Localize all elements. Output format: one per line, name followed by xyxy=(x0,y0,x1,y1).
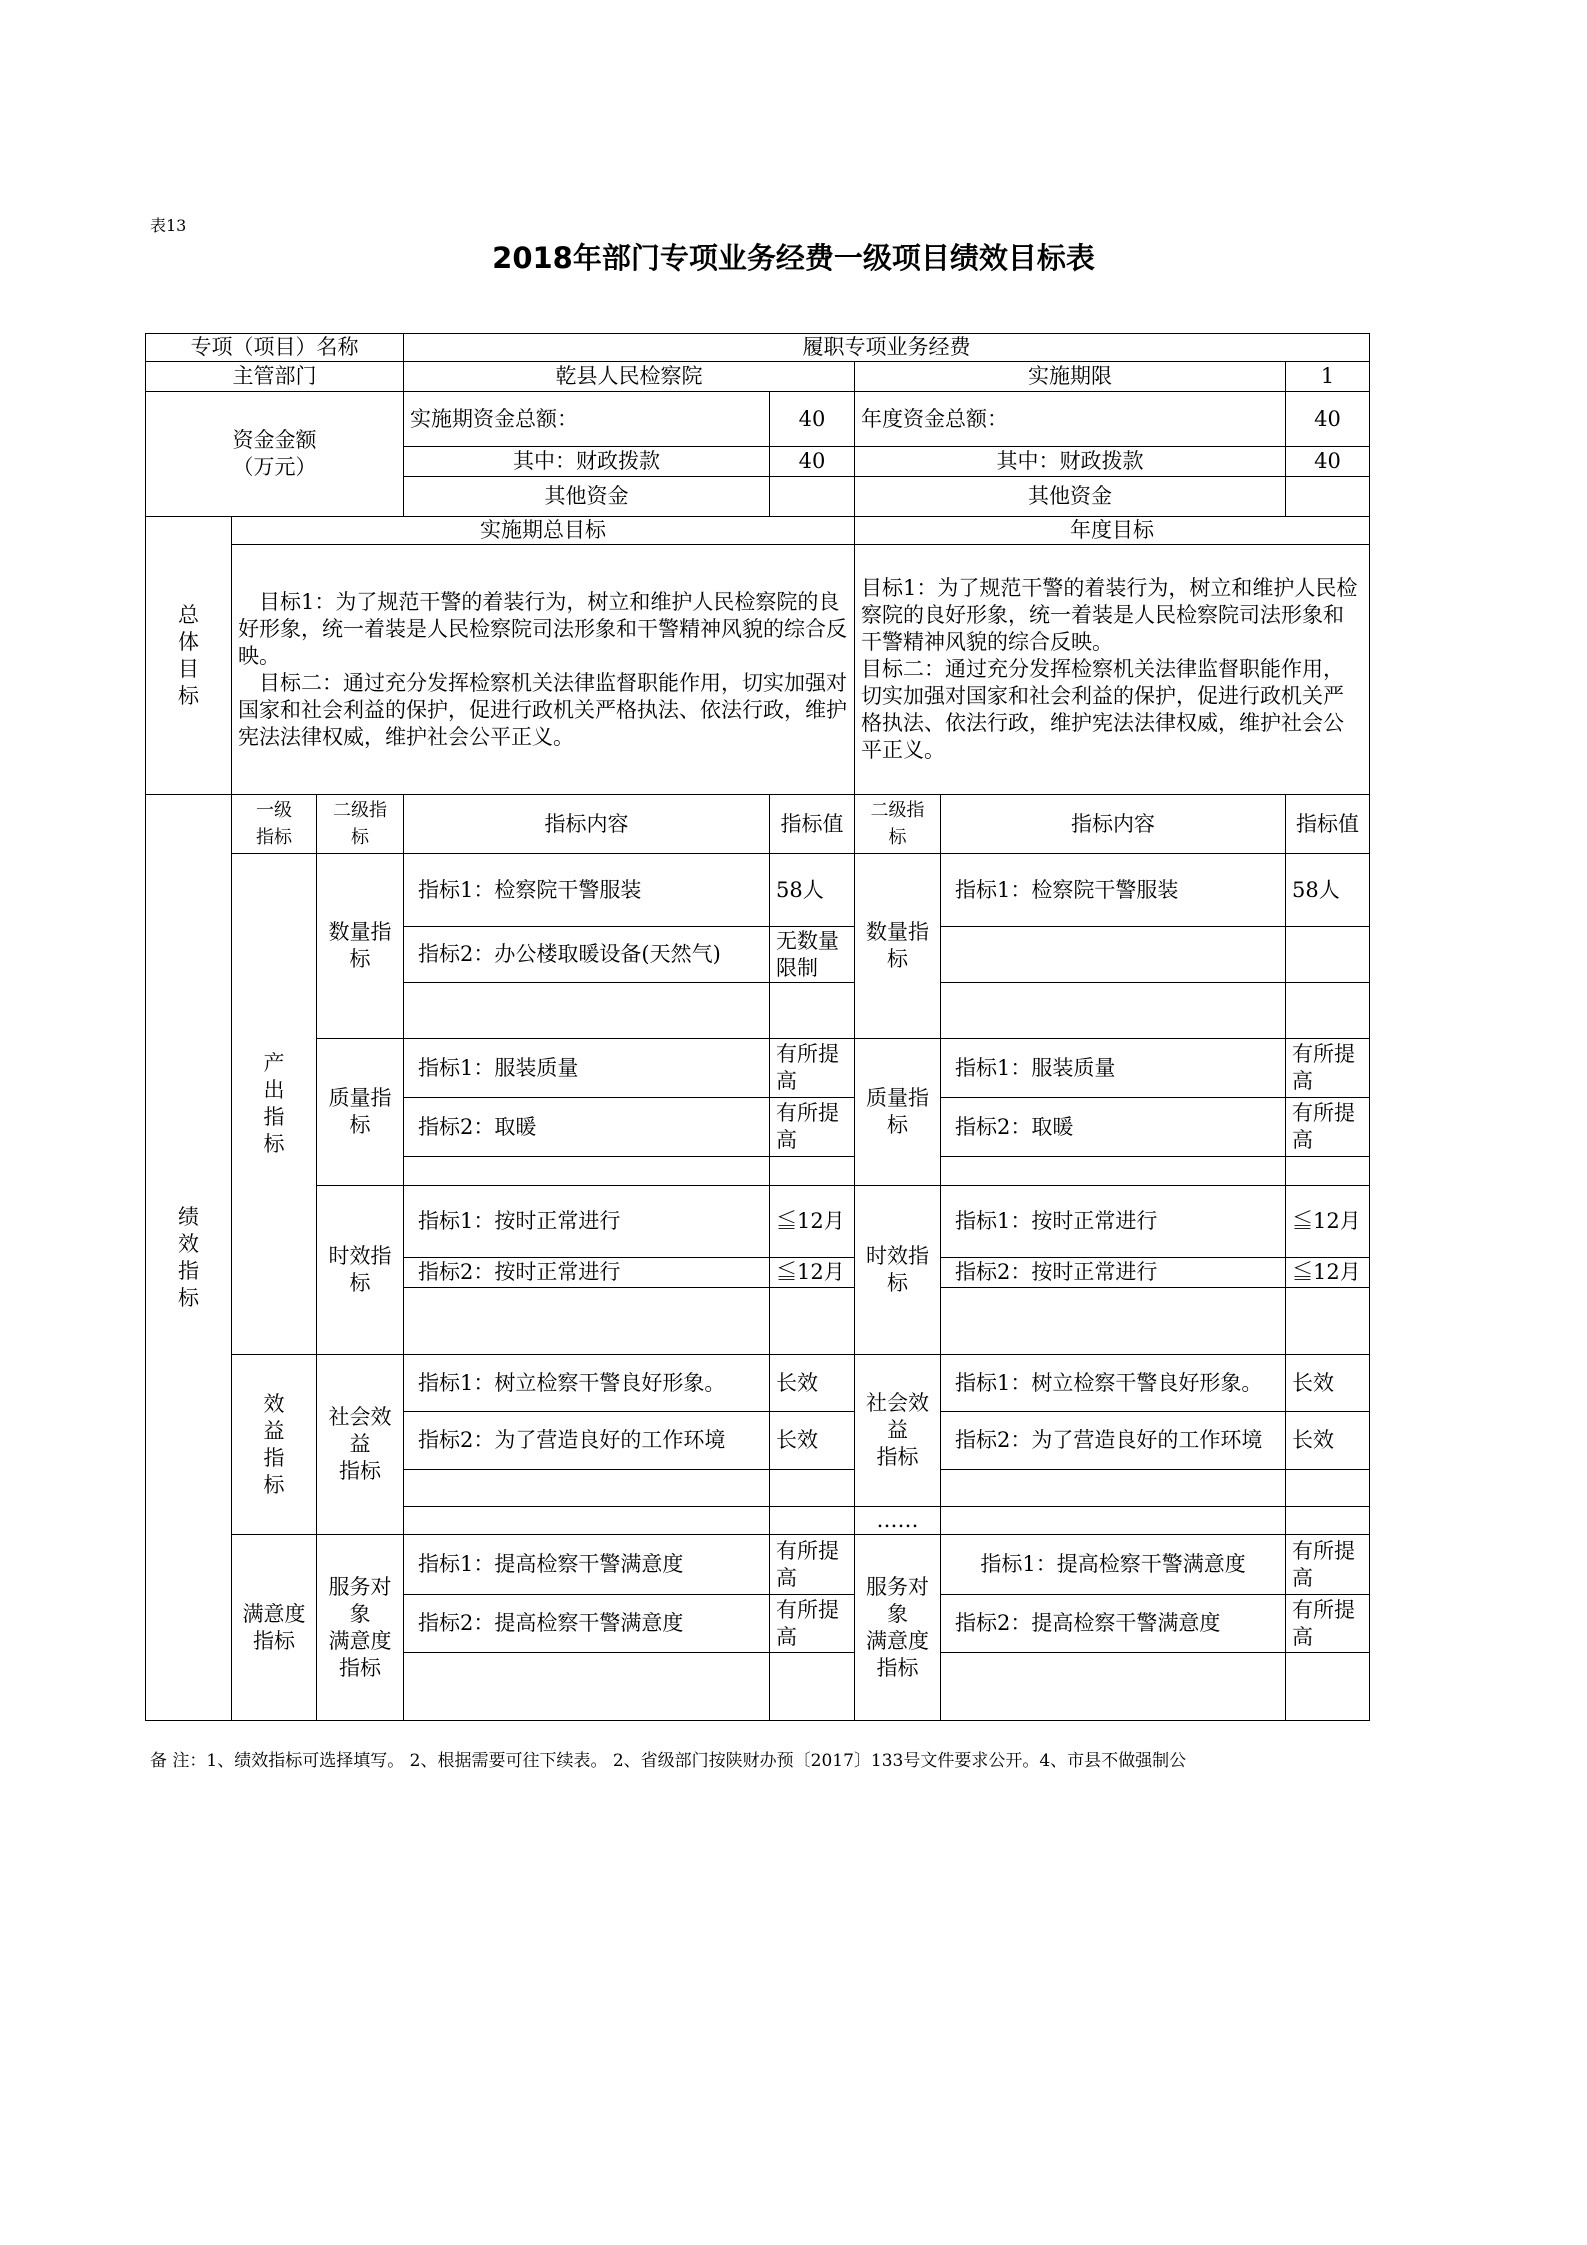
social-benefit-label: 社会效 益 指标 xyxy=(317,1355,404,1535)
table-cell-value: ≦12月 xyxy=(770,1186,855,1258)
table-cell-value: 无数量限制 xyxy=(770,927,855,983)
quantity-label-right: 数量指 标 xyxy=(855,854,941,1039)
fiscal-year-value: 40 xyxy=(1286,447,1370,477)
table-cell-empty xyxy=(770,1288,855,1355)
table-row: 指标1：服装质量 xyxy=(404,1039,770,1098)
overall-goal-label: 总 体 目 标 xyxy=(146,517,232,795)
year-goal-label: 年度目标 xyxy=(855,517,1370,545)
table-cell-value: 有所提高 xyxy=(1286,1595,1370,1653)
table-cell-value: 有所提高 xyxy=(1286,1039,1370,1098)
benefit-label: 效 益 指 标 xyxy=(232,1355,317,1535)
project-name-label: 专项（项目）名称 xyxy=(146,334,404,362)
table-row xyxy=(941,927,1286,983)
table-row: 指标1：检察院干警服装 xyxy=(941,854,1286,927)
table-cell-empty xyxy=(770,983,855,1039)
table-cell-value: 有所提高 xyxy=(770,1535,855,1595)
table-row: 指标1：服装质量 xyxy=(941,1039,1286,1098)
total-period-label: 实施期资金总额： xyxy=(404,392,770,447)
table-row: 指标2：取暖 xyxy=(941,1098,1286,1157)
fiscal-year-label: 其中：财政拨款 xyxy=(855,447,1286,477)
period-value: 1 xyxy=(1286,362,1370,392)
quantity-label: 数量指 标 xyxy=(317,854,404,1039)
other-funds-period-value xyxy=(770,477,855,517)
performance-table xyxy=(145,333,1370,1721)
table-cell-value: 长效 xyxy=(1286,1355,1370,1412)
funds-label: 资金金额 （万元） xyxy=(146,392,404,517)
other-funds-year-label: 其他资金 xyxy=(855,477,1286,517)
table-cell-value: 有所提高 xyxy=(1286,1535,1370,1595)
level1-header: 一级 指标 xyxy=(232,795,317,854)
table-row: 指标1：检察院干警服装 xyxy=(404,854,770,927)
table-cell-empty xyxy=(1286,1288,1370,1355)
table-row: 指标1：树立检察干警良好形象。 xyxy=(941,1355,1286,1412)
table-cell-value: 长效 xyxy=(770,1355,855,1412)
table-row-empty xyxy=(941,1507,1286,1535)
table-cell-value: ≦12月 xyxy=(1286,1258,1370,1288)
table-cell-value: 长效 xyxy=(770,1412,855,1470)
quality-label: 质量指 标 xyxy=(317,1039,404,1186)
dept-label: 主管部门 xyxy=(146,362,404,392)
table-cell-value: 长效 xyxy=(1286,1412,1370,1470)
table-row: 指标1：按时正常进行 xyxy=(941,1186,1286,1258)
table-row: 指标1：提高检察干警满意度 xyxy=(404,1535,770,1595)
table-cell-value: 有所提高 xyxy=(770,1595,855,1653)
social-benefit-label-right: 社会效 益 指标 xyxy=(855,1355,941,1507)
table-cell-value: 有所提高 xyxy=(1286,1098,1370,1157)
table-row: 指标2：为了营造良好的工作环境 xyxy=(941,1412,1286,1470)
value-header-right: 指标值 xyxy=(1286,795,1370,854)
table-row: 指标2：提高检察干警满意度 xyxy=(404,1595,770,1653)
table-row-empty xyxy=(404,1288,770,1355)
table-cell-value: 有所提高 xyxy=(770,1098,855,1157)
output-label: 产 出 指 标 xyxy=(232,854,317,1355)
table-row-empty xyxy=(941,983,1286,1039)
other-funds-year-value xyxy=(1286,477,1370,517)
table-row-empty xyxy=(404,983,770,1039)
timeliness-label: 时效指 标 xyxy=(317,1186,404,1355)
table-row-empty xyxy=(941,1470,1286,1507)
table-row: 指标2：为了营造良好的工作环境 xyxy=(404,1412,770,1470)
footnote: 备 注：1、绩效指标可选择填写。 2、根据需要可往下续表。 2、省级部门按陕财办预〔2017〕133号文件要求公开。4、市县不做强制公 xyxy=(150,1751,1187,1771)
table-cell-value: 有所提高 xyxy=(770,1039,855,1098)
table-row: 指标1：提高检察干警满意度 xyxy=(941,1535,1286,1595)
table-row-empty xyxy=(941,1157,1286,1186)
table-cell-empty xyxy=(1286,1470,1370,1507)
year-goal-text: 目标1：为了规范干警的着装行为，树立和维护人民检察院的良好形象，统一着装是人民检察院司法形象和干警精神风貌的综合反映。 目标二：通过充分发挥检察机关法律监督职能作用，切实加强对国家和社会利益的保护，促进行政机关严格执法、依法行政，维护宪法法律权威，维护社会公平正义。 xyxy=(855,545,1370,795)
table-cell-value: 58人 xyxy=(1286,854,1370,927)
dept-name: 乾县人民检察院 xyxy=(404,362,855,392)
fiscal-period-label: 其中：财政拨款 xyxy=(404,447,770,477)
table-cell-value: ≦12月 xyxy=(770,1258,855,1288)
table-row-empty xyxy=(941,1288,1286,1355)
table-row-empty xyxy=(404,1470,770,1507)
table-cell-value: ≦12月 xyxy=(1286,1186,1370,1258)
table-cell-empty xyxy=(770,1653,855,1721)
total-period-value: 40 xyxy=(770,392,855,447)
table-cell-empty xyxy=(1286,983,1370,1039)
table-row: 指标2：取暖 xyxy=(404,1098,770,1157)
table-number: 表13 xyxy=(150,216,187,235)
table-row: 指标2：办公楼取暖设备(天然气) xyxy=(404,927,770,983)
total-year-value: 40 xyxy=(1286,392,1370,447)
total-year-label: 年度资金总额： xyxy=(855,392,1286,447)
content-header: 指标内容 xyxy=(404,795,770,854)
period-goal-text: 目标1：为了规范干警的着装行为，树立和维护人民检察院的良好形象，统一着装是人民检察院司法形象和干警精神风貌的综合反映。 目标二：通过充分发挥检察机关法律监督职能作用，切实加强对国家和社会利益的保护，促进行政机关严格执法、依法行政，维护宪法法律权威，维护社会公平正义。 xyxy=(232,545,855,795)
table-row: 指标1：树立检察干警良好形象。 xyxy=(404,1355,770,1412)
service-satisfaction-label-right: 服务对 象 满意度 指标 xyxy=(855,1535,941,1721)
level2-header-right: 二级指 标 xyxy=(855,795,941,854)
table-row-empty xyxy=(404,1653,770,1721)
content-header-right: 指标内容 xyxy=(941,795,1286,854)
performance-label: 绩 效 指 标 xyxy=(146,795,232,1721)
table-cell-empty xyxy=(770,1507,855,1535)
service-satisfaction-label: 服务对 象 满意度 指标 xyxy=(317,1535,404,1721)
table-cell-empty xyxy=(1286,1507,1370,1535)
timeliness-label-right: 时效指 标 xyxy=(855,1186,941,1355)
table-row: 指标2：按时正常进行 xyxy=(941,1258,1286,1288)
fiscal-period-value: 40 xyxy=(770,447,855,477)
table-row-empty xyxy=(404,1157,770,1186)
table-row-empty xyxy=(941,1653,1286,1721)
page-title: 2018年部门专项业务经费一级项目绩效目标表 xyxy=(492,241,1095,275)
period-goal-label: 实施期总目标 xyxy=(232,517,855,545)
value-header: 指标值 xyxy=(770,795,855,854)
table-cell-empty xyxy=(770,1470,855,1507)
ellipsis: …… xyxy=(855,1507,941,1535)
table-cell-empty xyxy=(1286,1653,1370,1721)
table-cell-value xyxy=(1286,927,1370,983)
table-row: 指标2：提高检察干警满意度 xyxy=(941,1595,1286,1653)
table-cell-empty xyxy=(770,1157,855,1186)
table-row: 指标1：按时正常进行 xyxy=(404,1186,770,1258)
table-row: 指标2：按时正常进行 xyxy=(404,1258,770,1288)
quality-label-right: 质量指 标 xyxy=(855,1039,941,1186)
table-cell-value: 58人 xyxy=(770,854,855,927)
satisfaction-label: 满意度 指标 xyxy=(232,1535,317,1721)
project-name: 履职专项业务经费 xyxy=(404,334,1370,362)
period-label: 实施期限 xyxy=(855,362,1286,392)
other-funds-period-label: 其他资金 xyxy=(404,477,770,517)
table-row-empty xyxy=(404,1507,770,1535)
level2-header: 二级指 标 xyxy=(317,795,404,854)
table-cell-empty xyxy=(1286,1157,1370,1186)
